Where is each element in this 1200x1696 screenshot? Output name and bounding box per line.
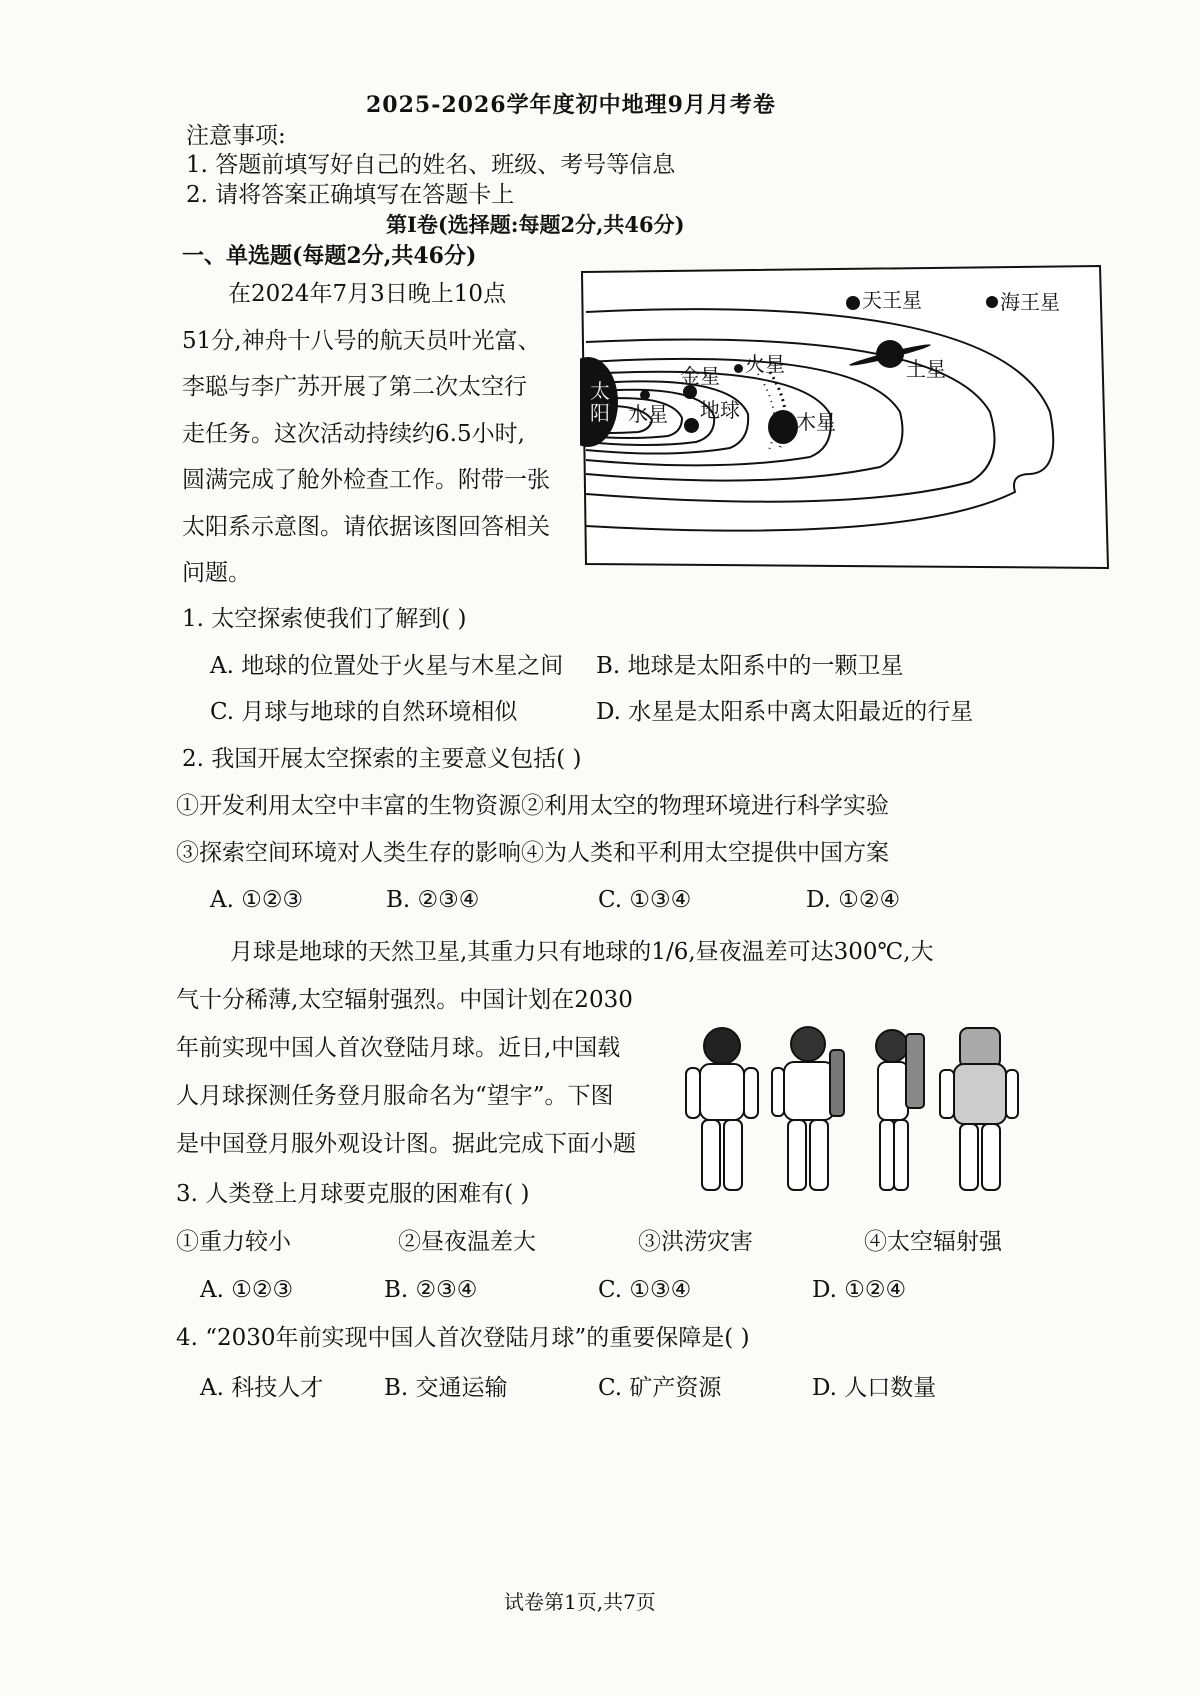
jupiter-dot [768, 410, 798, 444]
option-c: C. ①③④ [598, 887, 692, 913]
mercury-dot [640, 390, 650, 400]
statement-line: ①开发利用太空中丰富的生物资源②利用太空的物理环境进行科学实验 [176, 793, 889, 819]
option-d: D. 人口数量 [812, 1375, 937, 1401]
passage2-line: 是中国登月服外观设计图。据此完成下面小题 [176, 1131, 636, 1157]
planet-label-uranus: 天王星 [862, 288, 922, 312]
option-d: D. ①②④ [806, 887, 901, 913]
option-b: B. ②③④ [386, 887, 480, 913]
question-stem: 3. 人类登上月球要克服的困难有( ) [176, 1181, 530, 1207]
part-title: 第I卷(选择题:每题2分,共46分) [386, 212, 685, 237]
passage1-line: 太阳系示意图。请依据该图回答相关 [182, 514, 550, 540]
section-heading: 一、单选题(每题2分,共46分) [182, 243, 477, 269]
planet-label-mercury: 水星 [628, 402, 668, 426]
passage1-line: 李聪与李广苏开展了第二次太空行 [182, 374, 527, 400]
passage2-line: 气十分稀薄,太空辐射强烈。中国计划在2030 [176, 987, 633, 1013]
planet-label-venus: 金星 [680, 364, 720, 388]
spacesuit-illustration [680, 1020, 1020, 1200]
option-c: C. 矿产资源 [598, 1375, 722, 1401]
statement-item: ①重力较小 [176, 1229, 291, 1255]
statement-item: ③洪涝灾害 [638, 1229, 753, 1255]
notice-heading: 注意事项: [186, 123, 286, 149]
planet-label-saturn: 土星 [906, 357, 946, 381]
option-b: B. 地球是太阳系中的一颗卫星 [596, 653, 904, 679]
option-a: A. ①②③ [200, 1277, 294, 1303]
planet-label-mars: 火星 [745, 352, 785, 376]
option-c: C. ①③④ [598, 1277, 692, 1303]
mars-dot [734, 364, 743, 373]
statement-item: ④太空辐射强 [864, 1229, 1002, 1255]
option-a: A. 地球的位置处于火星与木星之间 [210, 653, 564, 679]
passage1-line: 圆满完成了舱外检查工作。附带一张 [182, 467, 550, 493]
planet-label-neptune: 海王星 [1000, 290, 1060, 314]
planet-label-jupiter: 木星 [796, 410, 836, 434]
statement-line: ③探索空间环境对人类生存的影响④为人类和平利用太空提供中国方案 [176, 840, 889, 866]
option-a: A. 科技人才 [200, 1375, 324, 1401]
question-stem: 4. “2030年前实现中国人首次登陆月球”的重要保障是( ) [176, 1325, 750, 1351]
uranus-dot [846, 296, 860, 310]
option-b: B. ②③④ [384, 1277, 478, 1303]
passage1-line: 问题。 [182, 560, 251, 586]
statement-item: ②昼夜温差大 [398, 1229, 536, 1255]
notice-item: 1. 答题前填写好自己的姓名、班级、考号等信息 [186, 152, 676, 178]
passage2-line: 人月球探测任务登月服命名为“望宇”。下图 [176, 1083, 614, 1109]
neptune-dot [986, 296, 998, 308]
option-c: C. 月球与地球的自然环境相似 [210, 699, 518, 725]
option-d: D. ①②④ [812, 1277, 907, 1303]
page-number: 试卷第1页,共7页 [504, 1590, 656, 1614]
earth-dot [684, 418, 699, 433]
option-a: A. ①②③ [210, 887, 304, 913]
passage1-line: 51分,神舟十八号的航天员叶光富、 [182, 328, 541, 354]
question-stem: 2. 我国开展太空探索的主要意义包括( ) [182, 746, 582, 772]
passage1-line: 在2024年7月3日晚上10点 [228, 281, 507, 307]
passage1-line: 走任务。这次活动持续约6.5小时, [182, 421, 525, 447]
exam-title: 2025-2026学年度初中地理9月月考卷 [366, 92, 776, 118]
notice-item: 2. 请将答案正确填写在答题卡上 [186, 182, 515, 208]
planet-label-earth: 地球 [700, 398, 740, 422]
sun-label: 太 阳 [590, 379, 610, 425]
passage2-line: 月球是地球的天然卫星,其重力只有地球的1/6,昼夜温差可达300℃,大 [230, 939, 934, 965]
option-d: D. 水星是太阳系中离太阳最近的行星 [596, 699, 974, 725]
question-stem: 1. 太空探索使我们了解到( ) [182, 606, 467, 632]
passage2-line: 年前实现中国人首次登陆月球。近日,中国载 [176, 1035, 621, 1061]
option-b: B. 交通运输 [384, 1375, 508, 1401]
